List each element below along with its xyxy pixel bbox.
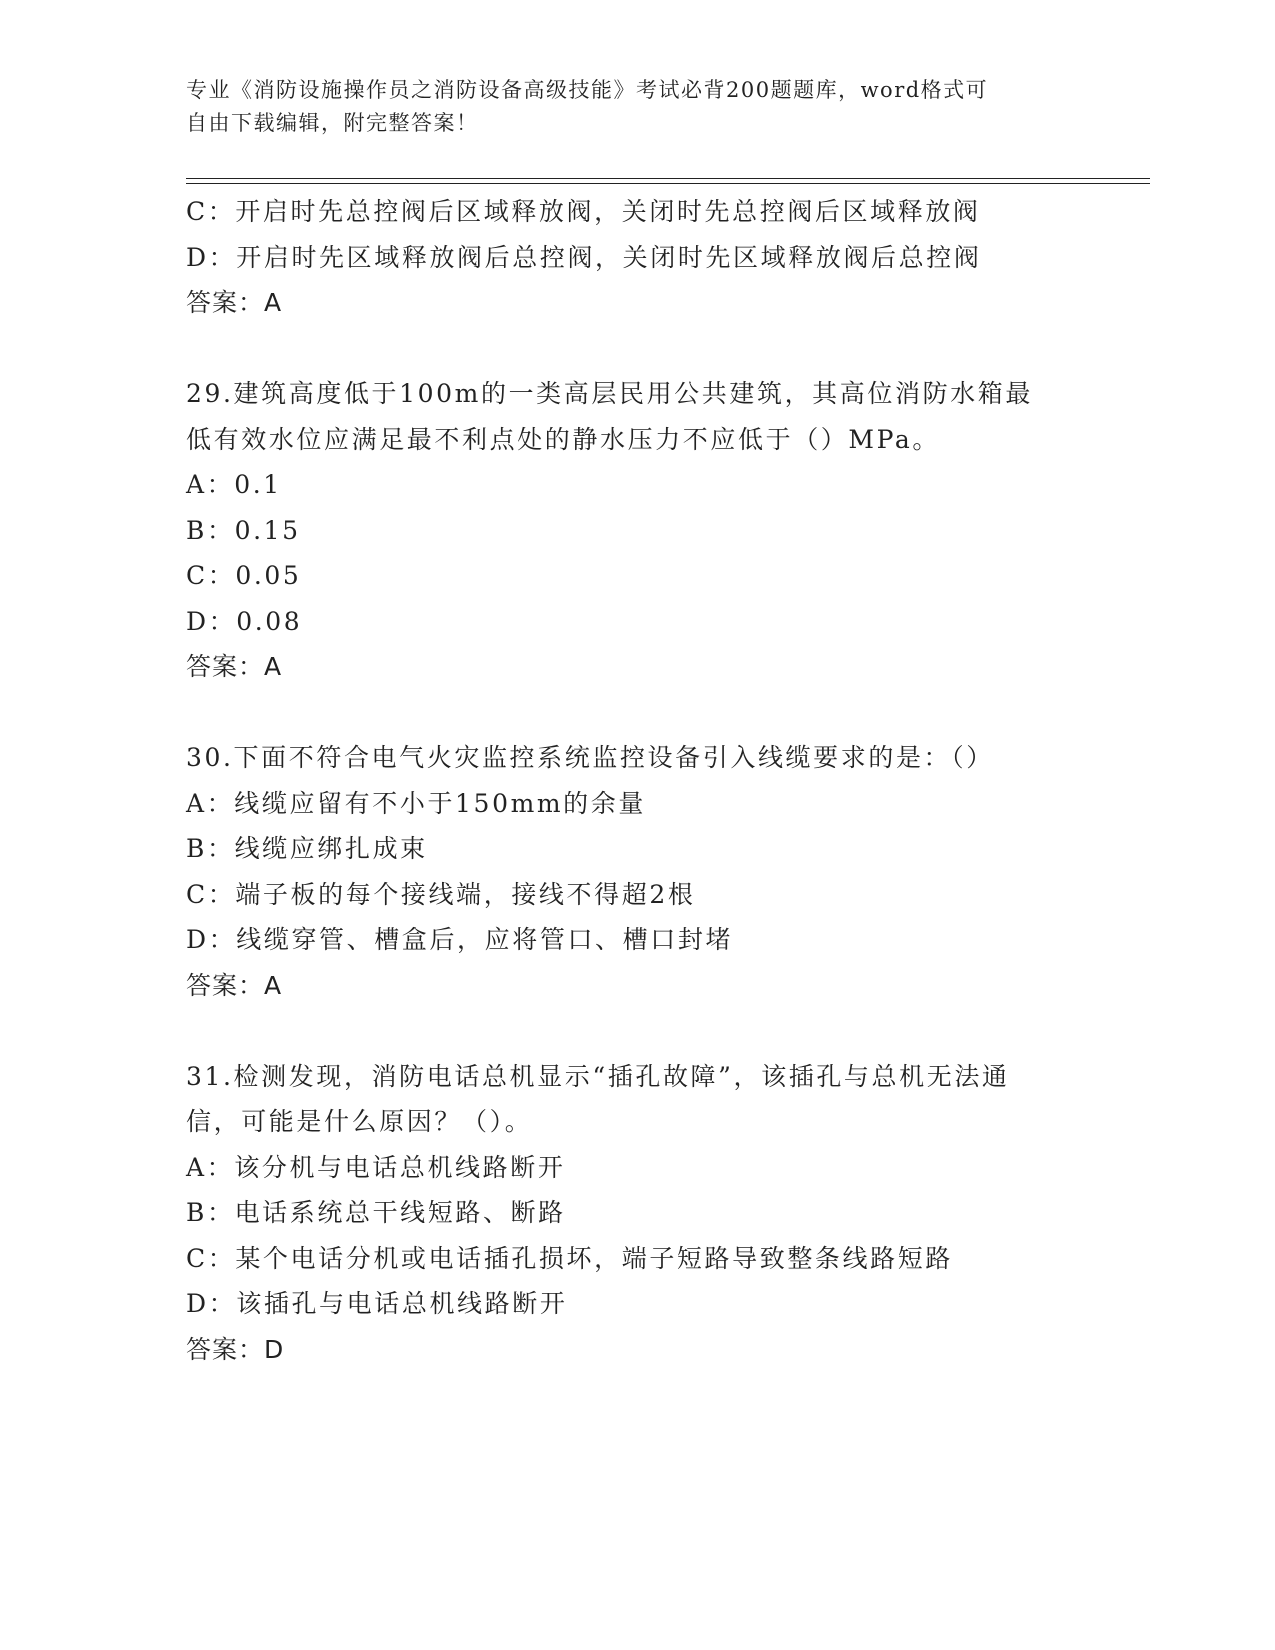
header-title-line-1: 专业《消防设施操作员之消防设备高级技能》考试必背200题题库，word格式可 [186, 78, 989, 102]
question-stem: 29.建筑高度低于100m的一类高层民用公共建筑，其高位消防水箱最 [186, 379, 1033, 408]
answer-line: 答案：A [186, 970, 283, 1000]
option-c: C：端子板的每个接线端，接线不得超2根 [186, 879, 696, 909]
option-b: B：线缆应绑扎成束 [186, 834, 428, 863]
header-divider-bottom [186, 183, 1150, 184]
option-a: A：该分机与电话总机线路断开 [186, 1152, 566, 1182]
option-d: D：线缆穿管、槽盒后，应将管口、槽口封堵 [186, 925, 734, 954]
question-list [186, 189, 1106, 1372]
document-header [186, 74, 1066, 140]
question-31 [186, 1054, 1106, 1373]
option-a: A：线缆应留有不小于150mm的余量 [186, 788, 646, 818]
option-c: C：某个电话分机或电话插孔损坏，端子短路导致整条线路短路 [186, 1243, 953, 1273]
option-a: A：0.1 [186, 470, 282, 499]
option-b: B：电话系统总干线短路、断路 [186, 1198, 566, 1227]
answer-line: 答案：D [186, 1334, 285, 1364]
option-d: D：该插孔与电话总机线路断开 [186, 1289, 568, 1318]
question-stem: 低有效水位应满足最不利点处的静水压力不应低于（）MPa。 [186, 424, 941, 454]
option-c: C：开启时先总控阀后区域释放阀，关闭时先总控阀后区域释放阀 [186, 197, 981, 226]
answer-line: 答案：A [186, 288, 283, 317]
option-c: C：0.05 [186, 561, 302, 590]
question-stem: 信，可能是什么原因？（）。 [186, 1107, 533, 1136]
question-29 [186, 371, 1106, 690]
question-stem: 31.检测发现，消防电话总机显示“插孔故障”，该插孔与总机无法通 [186, 1061, 1010, 1091]
answer-line: 答案：A [186, 652, 283, 681]
option-d: D：开启时先区域释放阀后总控阀，关闭时先区域释放阀后总控阀 [186, 242, 982, 272]
spacer [186, 326, 1106, 372]
spacer [186, 690, 1106, 736]
header-title-line-2: 自由下载编辑，附完整答案！ [186, 111, 479, 135]
spacer [186, 1008, 1106, 1054]
question-30 [186, 735, 1106, 1008]
question-stem: 30.下面不符合电气火灾监控系统监控设备引入线缆要求的是：（） [186, 743, 994, 772]
option-b: B：0.15 [186, 515, 301, 545]
option-d: D：0.08 [186, 606, 303, 636]
question-28-continued [186, 189, 1106, 326]
header-divider-top [186, 178, 1150, 179]
